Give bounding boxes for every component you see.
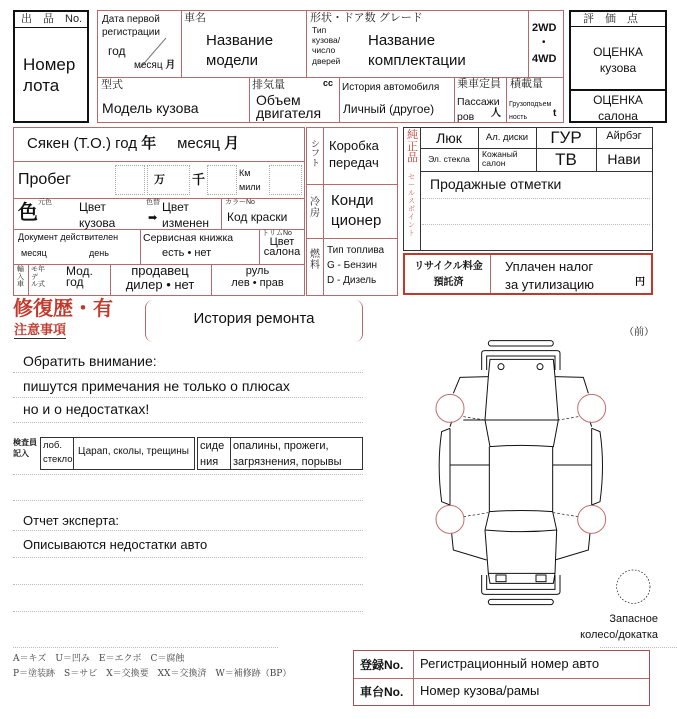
lot-number-box [13, 10, 89, 123]
mileage-field-1[interactable] [115, 165, 145, 195]
expert-title: Отчет эксперта: [23, 513, 120, 528]
load[interactable]: Грузоподъем ность [509, 101, 552, 122]
doc-label: Документ действителен [18, 232, 119, 242]
rear-fender-left [452, 533, 487, 560]
import-jp: 輸 入 車 [17, 266, 24, 289]
ac-jp: 冷 房 [310, 197, 320, 219]
year-jp: 年 [141, 135, 157, 152]
registration-box [353, 650, 650, 706]
trunk [485, 530, 557, 573]
spare-wheel [617, 570, 650, 603]
reg-date-label: Дата первой регистрации [102, 14, 160, 38]
equipment-alloy-wheels[interactable]: Ал. диски [485, 132, 529, 143]
score-body[interactable]: ОЦЕНКА кузова [593, 45, 643, 75]
note-line-1: Обратить внимание: [23, 353, 157, 369]
windshield-value: Царап, сколы, трещины [78, 446, 189, 457]
expert-text: Описываются недостатки авто [23, 537, 208, 552]
seats-value: опалины, прожеги, загрязнения, порывы [233, 440, 342, 468]
transmission-ac-fuel-box [306, 127, 398, 296]
fuel-type[interactable]: Тип топлива G - Бензин D - Дизель [327, 245, 385, 286]
registration-number[interactable]: Регистрационный номер авто [420, 656, 600, 671]
month-jp: 月 [224, 135, 240, 152]
lot-label[interactable]: Номер лота [23, 55, 76, 96]
fuel-jp: 燃 料 [310, 249, 320, 271]
spare-wheel-label: Запасное колесо/докатка [580, 613, 658, 641]
front-bumper [482, 351, 560, 370]
seats-box[interactable] [197, 437, 363, 470]
model-year-jp: モ年 デ ル式 [31, 266, 45, 289]
model-code[interactable]: Модель кузова [102, 100, 199, 116]
legend-line-2: P＝塗装跡 S＝サビ X＝交換要 XX＝交換済 W＝補修跡（BP） [13, 669, 292, 679]
equipment-tv[interactable]: ТВ [555, 150, 577, 169]
load-unit: t [553, 108, 557, 119]
steering[interactable]: руль лев • прав [231, 265, 284, 290]
month-jp: 月 [165, 60, 176, 71]
equipment-airbag[interactable]: Айрбэг [606, 130, 642, 142]
car-damage-diagram[interactable] [420, 320, 677, 640]
taillight-right [536, 575, 546, 582]
service-book-label: Сервисная книжка [143, 232, 234, 244]
headlight-right [537, 364, 543, 370]
trim-color[interactable]: Цвет салона [263, 236, 301, 259]
model-code-jp: 型式 [101, 79, 123, 91]
drive-4wd[interactable]: 4WD [532, 53, 557, 65]
recycle-fee-box [403, 253, 653, 295]
front-indicator-jp: （前） [624, 327, 654, 338]
equipment-jp: 純 正 品 [407, 129, 418, 165]
headlight-left [498, 364, 504, 370]
windshield-label: лоб. стекло [43, 440, 73, 466]
vehicle-info-box [97, 10, 564, 123]
score-box [569, 10, 667, 123]
windshield-box[interactable] [40, 437, 195, 470]
equipment-navi[interactable]: Нави [607, 151, 641, 167]
equipment-power-steering[interactable]: ГУР [550, 128, 582, 147]
passengers-unit: 人 [491, 108, 501, 119]
displacement-jp: 排気量 [252, 79, 285, 91]
model-name-jp: 車名 [184, 12, 206, 24]
displacement-unit: cc [323, 78, 334, 88]
seats-label: сиде ния [200, 440, 225, 468]
wheel-rear-right [578, 505, 606, 533]
rear-fender-right [555, 533, 590, 560]
equipment-leather[interactable]: Кожаный салон [482, 149, 518, 168]
details-box [13, 127, 305, 296]
roof [489, 447, 552, 512]
service-book-value[interactable]: есть • нет [162, 247, 212, 259]
mileage-field-4[interactable] [269, 165, 302, 195]
history-value[interactable]: Личный (другое) [343, 102, 435, 116]
repair-history-field[interactable] [145, 300, 363, 342]
color-changed[interactable]: Цвет изменен [162, 200, 210, 230]
history-label: История автомобиля [342, 82, 440, 93]
passengers-jp: 乗車定員 [457, 78, 501, 90]
doc-month[interactable]: месяц [21, 248, 47, 258]
sales-points-label[interactable]: Продажные отметки [430, 176, 562, 192]
registration-jp: 登録No. [360, 658, 404, 672]
rear-bumper [482, 575, 560, 594]
mileage-man: 万 [154, 174, 165, 186]
recycle-jp: リサイクル料金 預託済 [414, 261, 483, 288]
shaken[interactable] [27, 136, 239, 152]
arrow-icon: ➡ [148, 212, 158, 224]
body-type-label[interactable]: Тип кузова/ число дверей [312, 25, 341, 66]
mileage-unit: Км мили [239, 168, 261, 193]
air-conditioner[interactable]: Конди ционер [331, 192, 382, 229]
hood [485, 359, 558, 420]
drive-sep: • [542, 37, 546, 48]
mileage-sen: 千 [192, 172, 206, 187]
front-bumper-bar [488, 341, 553, 346]
repair-history-label: История ремонта [193, 310, 315, 327]
transmission[interactable]: Коробка передач [329, 138, 379, 170]
drive-2wd[interactable]: 2WD [532, 22, 557, 34]
reg-date-year[interactable]: год [108, 44, 126, 58]
mileage-field-3[interactable] [207, 165, 237, 195]
color-code[interactable]: Код краски [227, 210, 288, 224]
mileage-label: Пробег [18, 171, 72, 188]
color-code-jp: カラーNo [225, 199, 255, 206]
sales-points-jp: セ ー ル ス ポ イ ン ト [408, 174, 415, 238]
door-right [553, 428, 603, 505]
reg-date-month[interactable] [134, 61, 175, 72]
chassis-number[interactable]: Номер кузова/рамы [420, 683, 540, 698]
trim-jp: トリムNo [262, 230, 292, 237]
model-year[interactable]: Мод. год [66, 264, 93, 290]
wheel-rear-left [436, 505, 464, 533]
load-jp: 積載量 [510, 78, 543, 90]
rear-glass [485, 511, 557, 532]
shift-jp: シ フ ト [311, 139, 321, 168]
caution-jp: 注意事項 [14, 322, 67, 337]
recycle-fee[interactable]: Уплачен налог за утилизацию [505, 259, 595, 292]
equipment-sunroof[interactable]: Люк [436, 130, 462, 146]
grade-jp: 形状・ドア数 グレード [310, 12, 423, 24]
inspector-jp: 検査員 記入 [13, 438, 37, 459]
color-body[interactable]: Цвет кузова [79, 200, 116, 230]
note-line-3: но и о недостатках! [23, 401, 150, 417]
front-fender-right [555, 377, 592, 427]
color-changed-jp: 色替 [146, 199, 160, 206]
door-left [439, 428, 489, 505]
lot-header: 出 品 No. [21, 13, 83, 25]
recycle-unit: 円 [635, 277, 645, 288]
month-label: месяц [134, 60, 163, 71]
score-jp: 評 価 点 [583, 13, 638, 25]
score-interior[interactable]: ОЦЕНКА салона [593, 93, 643, 123]
seller[interactable]: продавец дилер • нет [125, 263, 195, 292]
color-orig-jp: 元色 [38, 199, 52, 206]
rear-bumper-bar [488, 599, 553, 604]
windshield [485, 420, 558, 447]
repair-history-jp: 修復歴・有 [13, 298, 113, 320]
taillight-left [496, 575, 506, 582]
shaken-label: Сякен (Т.О.) год [27, 135, 138, 152]
grade-name[interactable]: Название комплектации [368, 32, 466, 69]
front-fender-left [450, 377, 488, 427]
doc-day[interactable]: день [89, 248, 109, 258]
model-name[interactable]: Название модели [206, 32, 274, 69]
note-line-2: пишутся примечания не только о плюсах [23, 378, 290, 394]
displacement[interactable]: Объем двигателя [256, 92, 322, 122]
chassis-jp: 車台No. [360, 685, 404, 699]
color-jp: 色 [18, 202, 38, 224]
wheel-front-right [578, 394, 606, 422]
shaken-month: месяц [177, 135, 220, 152]
passengers[interactable]: Пассажи ров [457, 96, 500, 123]
equipment-power-windows[interactable]: Эл. стекла [428, 154, 470, 164]
legend-line-1: A＝キズ U＝凹み E＝エクボ C＝腐蝕 [13, 654, 185, 664]
equipment-box [403, 127, 653, 251]
wheel-front-left [436, 394, 464, 422]
